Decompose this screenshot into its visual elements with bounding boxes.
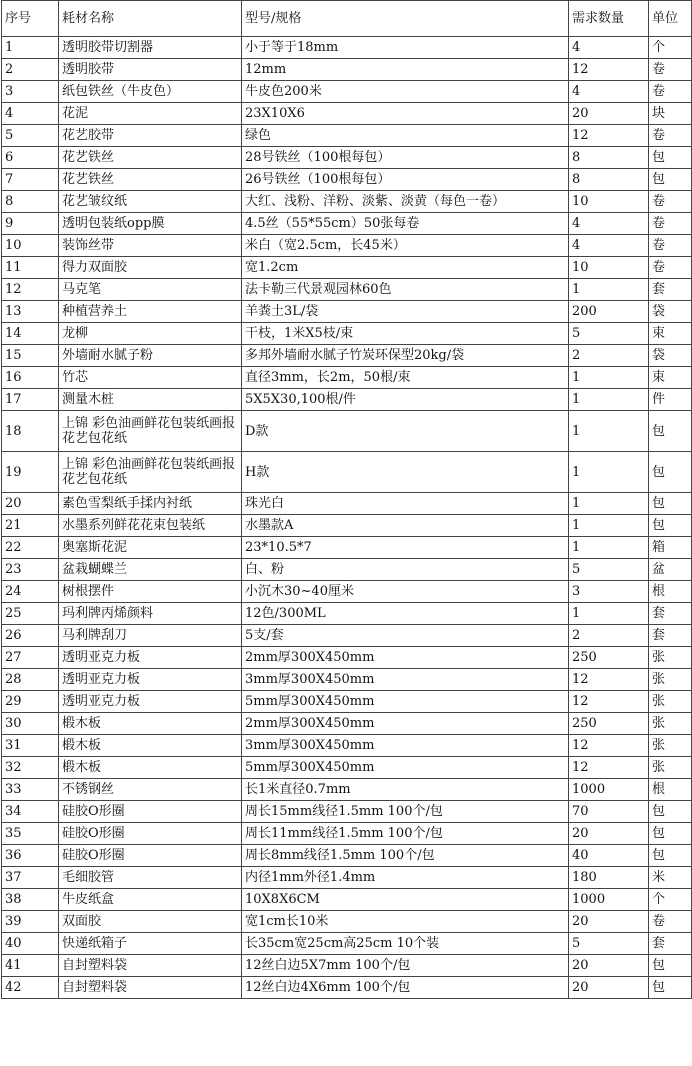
- table-row: [2, 279, 692, 301]
- cell-unit: 卷: [649, 81, 692, 103]
- cell-no: 19: [2, 452, 59, 493]
- table-row: [2, 955, 692, 977]
- table-row: [2, 235, 692, 257]
- table-row: [2, 493, 692, 515]
- cell-unit: 包: [649, 411, 692, 452]
- cell-qty: 200: [569, 301, 649, 323]
- table-row: [2, 669, 692, 691]
- cell-qty: 2: [569, 625, 649, 647]
- cell-name: 自封塑料袋: [59, 955, 242, 977]
- header-qty: 需求数量: [569, 1, 649, 37]
- cell-no: 41: [2, 955, 59, 977]
- cell-qty: 1: [569, 515, 649, 537]
- table-row: [2, 37, 692, 59]
- cell-qty: 1: [569, 367, 649, 389]
- cell-name: 得力双面胶: [59, 257, 242, 279]
- consumables-table: [1, 0, 692, 999]
- cell-unit: 包: [649, 515, 692, 537]
- cell-qty: 1: [569, 603, 649, 625]
- table-row: [2, 537, 692, 559]
- cell-no: 25: [2, 603, 59, 625]
- cell-spec: 5mm厚300X450mm: [242, 757, 569, 779]
- cell-spec: 23X10X6: [242, 103, 569, 125]
- cell-qty: 1000: [569, 889, 649, 911]
- cell-name: 透明包装纸opp膜: [59, 213, 242, 235]
- cell-name: 马克笔: [59, 279, 242, 301]
- table-row: [2, 757, 692, 779]
- cell-no: 31: [2, 735, 59, 757]
- cell-qty: 20: [569, 977, 649, 999]
- cell-name: 硅胶O形圈: [59, 801, 242, 823]
- table-row: [2, 559, 692, 581]
- cell-spec: H款: [242, 452, 569, 493]
- cell-unit: 包: [649, 801, 692, 823]
- table-row: [2, 889, 692, 911]
- table-row: [2, 367, 692, 389]
- cell-spec: 2mm厚300X450mm: [242, 713, 569, 735]
- cell-name: 椴木板: [59, 713, 242, 735]
- cell-unit: 盆: [649, 559, 692, 581]
- cell-name: 玛利牌丙烯颜料: [59, 603, 242, 625]
- cell-spec: 4.5丝（55*55cm）50张每卷: [242, 213, 569, 235]
- cell-name: 花泥: [59, 103, 242, 125]
- cell-no: 35: [2, 823, 59, 845]
- table-body: [2, 37, 692, 999]
- cell-spec: 大红、浅粉、洋粉、淡紫、淡黄（每色一卷）: [242, 191, 569, 213]
- cell-name: 毛细胶管: [59, 867, 242, 889]
- cell-no: 39: [2, 911, 59, 933]
- cell-qty: 250: [569, 713, 649, 735]
- cell-spec: 绿色: [242, 125, 569, 147]
- cell-unit: 包: [649, 493, 692, 515]
- cell-qty: 2: [569, 345, 649, 367]
- cell-unit: 张: [649, 669, 692, 691]
- table-row: [2, 213, 692, 235]
- cell-name: 快递纸箱子: [59, 933, 242, 955]
- cell-name: 素色雪梨纸手揉内衬纸: [59, 493, 242, 515]
- cell-no: 5: [2, 125, 59, 147]
- cell-qty: 12: [569, 59, 649, 81]
- cell-unit: 块: [649, 103, 692, 125]
- table-row: [2, 147, 692, 169]
- cell-name: 花艺铁丝: [59, 169, 242, 191]
- cell-no: 12: [2, 279, 59, 301]
- cell-qty: 5: [569, 559, 649, 581]
- table-row: [2, 452, 692, 493]
- cell-spec: 水墨款A: [242, 515, 569, 537]
- cell-qty: 8: [569, 169, 649, 191]
- cell-no: 38: [2, 889, 59, 911]
- cell-unit: 张: [649, 647, 692, 669]
- cell-name: 透明胶带切割器: [59, 37, 242, 59]
- cell-qty: 1: [569, 493, 649, 515]
- cell-spec: 干枝，1米X5枝/束: [242, 323, 569, 345]
- cell-name: 硅胶O形圈: [59, 823, 242, 845]
- cell-spec: 10X8X6CM: [242, 889, 569, 911]
- cell-spec: 多邦外墙耐水腻子竹炭环保型20kg/袋: [242, 345, 569, 367]
- header-unit: 单位: [649, 1, 692, 37]
- cell-no: 17: [2, 389, 59, 411]
- cell-qty: 8: [569, 147, 649, 169]
- cell-spec: 3mm厚300X450mm: [242, 669, 569, 691]
- cell-unit: 卷: [649, 911, 692, 933]
- table-row: [2, 581, 692, 603]
- table-row: [2, 191, 692, 213]
- cell-name: 透明胶带: [59, 59, 242, 81]
- cell-spec: 5X5X30,100根/件: [242, 389, 569, 411]
- cell-qty: 10: [569, 257, 649, 279]
- cell-name: 自封塑料袋: [59, 977, 242, 999]
- cell-name: 水墨系列鲜花花束包装纸: [59, 515, 242, 537]
- cell-unit: 张: [649, 691, 692, 713]
- cell-qty: 4: [569, 81, 649, 103]
- cell-spec: 牛皮色200米: [242, 81, 569, 103]
- cell-no: 4: [2, 103, 59, 125]
- table-row: [2, 625, 692, 647]
- cell-unit: 包: [649, 169, 692, 191]
- table-row: [2, 801, 692, 823]
- cell-name: 纸包铁丝（牛皮色）: [59, 81, 242, 103]
- cell-spec: 5mm厚300X450mm: [242, 691, 569, 713]
- cell-spec: D款: [242, 411, 569, 452]
- cell-name: 种植营养土: [59, 301, 242, 323]
- cell-spec: 珠光白: [242, 493, 569, 515]
- cell-qty: 12: [569, 757, 649, 779]
- cell-unit: 束: [649, 367, 692, 389]
- cell-unit: 套: [649, 603, 692, 625]
- table-row: [2, 933, 692, 955]
- cell-qty: 12: [569, 735, 649, 757]
- cell-spec: 羊粪土3L/袋: [242, 301, 569, 323]
- cell-name: 测量木桩: [59, 389, 242, 411]
- cell-qty: 3: [569, 581, 649, 603]
- cell-name: 装饰丝带: [59, 235, 242, 257]
- cell-qty: 5: [569, 933, 649, 955]
- cell-unit: 袋: [649, 345, 692, 367]
- cell-qty: 20: [569, 823, 649, 845]
- cell-no: 14: [2, 323, 59, 345]
- cell-qty: 4: [569, 235, 649, 257]
- table-row: [2, 603, 692, 625]
- cell-spec: 直径3mm，长2m，50根/束: [242, 367, 569, 389]
- cell-no: 6: [2, 147, 59, 169]
- cell-unit: 卷: [649, 235, 692, 257]
- cell-no: 22: [2, 537, 59, 559]
- cell-no: 27: [2, 647, 59, 669]
- table-row: [2, 977, 692, 999]
- cell-name: 马利牌刮刀: [59, 625, 242, 647]
- cell-unit: 箱: [649, 537, 692, 559]
- cell-no: 24: [2, 581, 59, 603]
- cell-qty: 10: [569, 191, 649, 213]
- table-row: [2, 735, 692, 757]
- cell-qty: 1: [569, 452, 649, 493]
- cell-qty: 20: [569, 103, 649, 125]
- cell-unit: 包: [649, 977, 692, 999]
- cell-unit: 根: [649, 779, 692, 801]
- cell-unit: 束: [649, 323, 692, 345]
- cell-spec: 内径1mm外径1.4mm: [242, 867, 569, 889]
- cell-name: 透明亚克力板: [59, 691, 242, 713]
- table-row: [2, 713, 692, 735]
- cell-qty: 4: [569, 37, 649, 59]
- cell-qty: 12: [569, 125, 649, 147]
- cell-unit: 卷: [649, 125, 692, 147]
- cell-no: 30: [2, 713, 59, 735]
- cell-qty: 180: [569, 867, 649, 889]
- cell-no: 18: [2, 411, 59, 452]
- table-row: [2, 301, 692, 323]
- cell-qty: 4: [569, 213, 649, 235]
- cell-no: 3: [2, 81, 59, 103]
- cell-name: 花艺胶带: [59, 125, 242, 147]
- cell-spec: 周长15mm线径1.5mm 100个/包: [242, 801, 569, 823]
- cell-unit: 米: [649, 867, 692, 889]
- table-row: [2, 823, 692, 845]
- header-name: 耗材名称: [59, 1, 242, 37]
- cell-no: 28: [2, 669, 59, 691]
- cell-unit: 套: [649, 933, 692, 955]
- cell-spec: 小于等于18mm: [242, 37, 569, 59]
- cell-name: 奥塞斯花泥: [59, 537, 242, 559]
- table-row: [2, 515, 692, 537]
- cell-spec: 3mm厚300X450mm: [242, 735, 569, 757]
- table-row: [2, 845, 692, 867]
- cell-unit: 根: [649, 581, 692, 603]
- header-row: [2, 1, 692, 37]
- cell-name: 椴木板: [59, 735, 242, 757]
- cell-no: 36: [2, 845, 59, 867]
- cell-spec: 12mm: [242, 59, 569, 81]
- cell-qty: 12: [569, 669, 649, 691]
- cell-no: 11: [2, 257, 59, 279]
- cell-spec: 12丝白边5X7mm 100个/包: [242, 955, 569, 977]
- cell-spec: 2mm厚300X450mm: [242, 647, 569, 669]
- cell-spec: 宽1.2cm: [242, 257, 569, 279]
- table-row: [2, 779, 692, 801]
- cell-name: 竹芯: [59, 367, 242, 389]
- cell-qty: 1000: [569, 779, 649, 801]
- cell-qty: 1: [569, 411, 649, 452]
- table-row: [2, 867, 692, 889]
- cell-spec: 26号铁丝（100根每包）: [242, 169, 569, 191]
- cell-name: 树根摆件: [59, 581, 242, 603]
- cell-spec: 28号铁丝（100根每包）: [242, 147, 569, 169]
- cell-no: 7: [2, 169, 59, 191]
- cell-name: 透明亚克力板: [59, 647, 242, 669]
- cell-unit: 袋: [649, 301, 692, 323]
- cell-no: 8: [2, 191, 59, 213]
- cell-spec: 小沉木30~40厘米: [242, 581, 569, 603]
- cell-unit: 个: [649, 37, 692, 59]
- table-row: [2, 81, 692, 103]
- cell-no: 23: [2, 559, 59, 581]
- cell-name: 上锦 彩色油画鲜花包装纸画报花艺包花纸: [59, 411, 242, 452]
- cell-unit: 包: [649, 147, 692, 169]
- cell-spec: 米白（宽2.5cm，长45米）: [242, 235, 569, 257]
- cell-name: 硅胶O形圈: [59, 845, 242, 867]
- cell-unit: 包: [649, 845, 692, 867]
- cell-unit: 包: [649, 823, 692, 845]
- header-no: 序号: [2, 1, 59, 37]
- table-row: [2, 103, 692, 125]
- cell-spec: 周长8mm线径1.5mm 100个/包: [242, 845, 569, 867]
- cell-name: 外墙耐水腻子粉: [59, 345, 242, 367]
- cell-unit: 个: [649, 889, 692, 911]
- cell-spec: 法卡勒三代景观园林60色: [242, 279, 569, 301]
- cell-spec: 宽1cm长10米: [242, 911, 569, 933]
- cell-name: 双面胶: [59, 911, 242, 933]
- cell-no: 20: [2, 493, 59, 515]
- cell-no: 26: [2, 625, 59, 647]
- table-row: [2, 59, 692, 81]
- header-spec: 型号/规格: [242, 1, 569, 37]
- cell-qty: 40: [569, 845, 649, 867]
- cell-qty: 12: [569, 691, 649, 713]
- cell-unit: 包: [649, 452, 692, 493]
- cell-qty: 1: [569, 537, 649, 559]
- cell-no: 13: [2, 301, 59, 323]
- cell-no: 34: [2, 801, 59, 823]
- table-row: [2, 411, 692, 452]
- table-row: [2, 125, 692, 147]
- cell-unit: 件: [649, 389, 692, 411]
- table-row: [2, 345, 692, 367]
- cell-name: 不锈钢丝: [59, 779, 242, 801]
- cell-name: 盆栽蝴蝶兰: [59, 559, 242, 581]
- cell-no: 15: [2, 345, 59, 367]
- cell-no: 29: [2, 691, 59, 713]
- cell-no: 37: [2, 867, 59, 889]
- cell-no: 32: [2, 757, 59, 779]
- cell-qty: 70: [569, 801, 649, 823]
- cell-unit: 张: [649, 735, 692, 757]
- cell-no: 1: [2, 37, 59, 59]
- cell-name: 龙柳: [59, 323, 242, 345]
- table-row: [2, 257, 692, 279]
- cell-unit: 卷: [649, 213, 692, 235]
- cell-qty: 5: [569, 323, 649, 345]
- cell-name: 花艺皱纹纸: [59, 191, 242, 213]
- cell-name: 透明亚克力板: [59, 669, 242, 691]
- cell-no: 16: [2, 367, 59, 389]
- cell-unit: 卷: [649, 257, 692, 279]
- cell-name: 牛皮纸盒: [59, 889, 242, 911]
- cell-qty: 20: [569, 955, 649, 977]
- cell-name: 椴木板: [59, 757, 242, 779]
- cell-no: 10: [2, 235, 59, 257]
- cell-qty: 250: [569, 647, 649, 669]
- cell-spec: 12丝白边4X6mm 100个/包: [242, 977, 569, 999]
- cell-unit: 套: [649, 279, 692, 301]
- table-row: [2, 911, 692, 933]
- cell-unit: 卷: [649, 191, 692, 213]
- cell-spec: 长1米直径0.7mm: [242, 779, 569, 801]
- cell-name: 上锦 彩色油画鲜花包装纸画报花艺包花纸: [59, 452, 242, 493]
- cell-no: 21: [2, 515, 59, 537]
- cell-unit: 张: [649, 713, 692, 735]
- cell-spec: 12色/300ML: [242, 603, 569, 625]
- cell-qty: 20: [569, 911, 649, 933]
- cell-spec: 白、粉: [242, 559, 569, 581]
- table-row: [2, 691, 692, 713]
- cell-spec: 5支/套: [242, 625, 569, 647]
- table-row: [2, 323, 692, 345]
- cell-spec: 23*10.5*7: [242, 537, 569, 559]
- cell-qty: 1: [569, 279, 649, 301]
- cell-no: 2: [2, 59, 59, 81]
- table-row: [2, 647, 692, 669]
- cell-unit: 张: [649, 757, 692, 779]
- cell-no: 33: [2, 779, 59, 801]
- cell-no: 9: [2, 213, 59, 235]
- cell-unit: 包: [649, 955, 692, 977]
- cell-no: 42: [2, 977, 59, 999]
- table-row: [2, 389, 692, 411]
- table-row: [2, 169, 692, 191]
- cell-qty: 1: [569, 389, 649, 411]
- cell-spec: 长35cm宽25cm高25cm 10个装: [242, 933, 569, 955]
- cell-spec: 周长11mm线径1.5mm 100个/包: [242, 823, 569, 845]
- cell-no: 40: [2, 933, 59, 955]
- cell-name: 花艺铁丝: [59, 147, 242, 169]
- cell-unit: 套: [649, 625, 692, 647]
- cell-unit: 卷: [649, 59, 692, 81]
